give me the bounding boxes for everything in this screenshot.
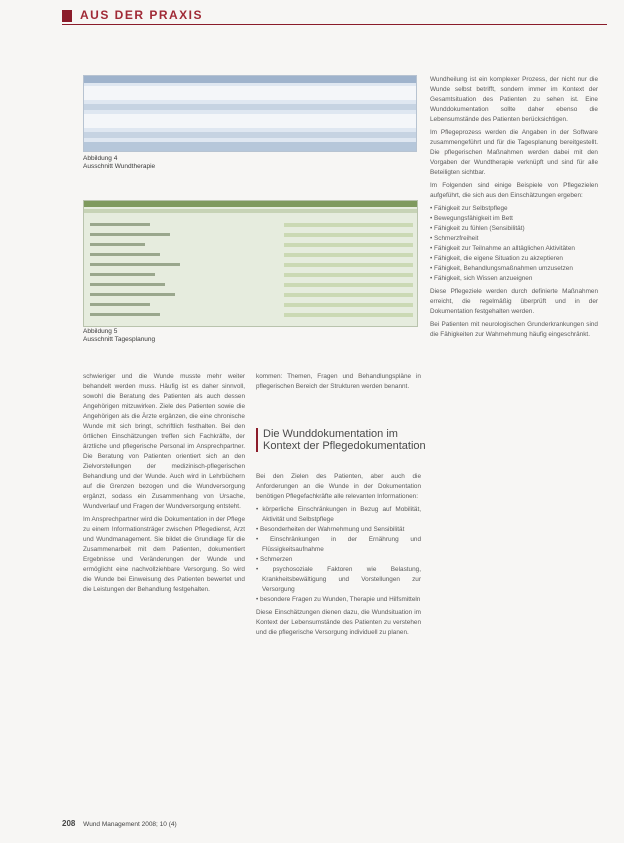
list-item: • Schmerzfreiheit: [430, 234, 598, 244]
list-item: • psychosoziale Faktoren wie Belastung, Krankheitsbewältigung und Vorstellungen zur Versorgung: [256, 565, 421, 595]
col1-paragraph: Im Ansprechpartner wird die Dokumentation in der Pflege zu einem Informationsträger zwischen Pflegedienst, Arzt und Wundmanagement. Sie bildet die Grundlage für die Zusammenarbeit mit dem Patienten, dokumentiert Ergebnisse und Veränderungen der Wunde und ermöglicht eine nachvollziehbare Versorgung. So wird die Wunde bei Einweisung des Patienten bewertet und die Leistungen der Behandlung festgehalten.: [83, 516, 245, 593]
list-item: • Einschränkungen in der Ernährung und Flüssigkeitsaufnahme: [256, 535, 421, 555]
header-title: AUS DER PRAXIS: [80, 8, 204, 22]
figure-2-caption: [83, 328, 155, 344]
col3-bullet-list: [430, 204, 598, 284]
page-number: 208: [62, 819, 76, 828]
col3-paragraph: Im Pflegeprozess werden die Angaben in der Software zusammengeführt und für die Tagesplanung bereitgestellt. Die pflegerischen Maßnahmen werden dabei mit den Vorgaben der Wundtherapie verknüpft und sind für alle Beteiligten sichtbar.: [430, 129, 598, 176]
figure-1-number: Abbildung 4: [83, 155, 118, 162]
header-rule: [62, 24, 607, 25]
col3-paragraph: Wundheilung ist ein komplexer Prozess, der nicht nur die Wunde selbst betrifft, sondern immer im Kontext der Gesamtsituation des Patienten zu sehen ist. Eine Wunddokumentation sollte daher ebenso die Lebensumstände des Patienten berücksichtigen.: [430, 76, 598, 123]
col1-paragraph: schwieriger und die Wunde musste mehr weiter behandelt werden muss. Häufig ist es daher sinnvoll, sowohl die Beratung des Patienten als auch dessen Angehörigen mitzuwirken. Ziele des Patienten sowie die Angehörigen als die Ärzte ergänzen, die eine chronische Wunde mit sich bringt, schriftlich festhalten. Bei den örtlichen Einschätzungen treffen sich Fachkräfte, der ärztliche und pflegerische Personal im Ansprechpartner. Die Beratung von Patienten orientiert sich an den Zielvorstellungen der medizinisch-pflegerischen Behandlung und der Wunde. Auch wird in Lehrbüchern auf die Grenzen bezogen und die Wundversorgung ergänzt, sodass ein Zusammenhang von Ursache, Wundverlauf und Fragen der Wundversorgung entsteht.: [83, 373, 245, 510]
list-item: • Fähigkeit zur Selbstpflege: [430, 204, 598, 214]
list-item: • Fähigkeit, die eigene Situation zu akzeptieren: [430, 254, 598, 264]
list-item: • Besonderheiten der Wahrnehmung und Sensibilität: [256, 525, 421, 535]
column-2: [256, 472, 421, 641]
figure-1-caption: [83, 155, 155, 171]
column-3: [430, 75, 598, 343]
col2-bullet-list: [256, 505, 421, 605]
page-footer: [62, 819, 177, 828]
list-item: • besondere Fragen zu Wunden, Therapie und Hilfsmitteln: [256, 595, 421, 605]
figure-2-number: Abbildung 5: [83, 328, 118, 335]
list-item: • Fähigkeit, Behandlungsmaßnahmen umzusetzen: [430, 264, 598, 274]
figure-wundtherapie-screenshot: [83, 75, 417, 152]
col2-bottom-paragraph: Diese Einschätzungen dienen dazu, die Wundsituation im Kontext der Lebensumstände des Patienten zu verstehen und die pflegerische Versorgung individuell zu planen.: [256, 609, 421, 636]
col3-bottom-paragraph: Diese Pflegeziele werden durch definierte Maßnahmen erreicht, die regelmäßig überprüft und in der Dokumentation festgehalten werden.: [430, 288, 598, 315]
col3-paragraph: Im Folgenden sind einige Beispiele von Pflegezielen aufgeführt, die sich aus den Einschätzungen ergeben:: [430, 182, 598, 199]
list-item: • Fähigkeit zur Teilnahme an alltäglichen Aktivitäten: [430, 244, 598, 254]
figure-1-text: Ausschnitt Wundtherapie: [83, 163, 156, 170]
figure-2-text: Ausschnitt Tagesplanung: [83, 336, 156, 343]
list-item: • Fähigkeit zu fühlen (Sensibilität): [430, 224, 598, 234]
list-item: • Schmerzen: [256, 555, 421, 565]
list-item: • körperliche Einschränkungen in Bezug auf Mobilität, Aktivität und Selbstpflege: [256, 505, 421, 525]
list-item: • Bewegungsfähigkeit im Bett: [430, 214, 598, 224]
column-2-intro: [256, 372, 421, 395]
section-header: [62, 8, 602, 24]
col2-top-paragraph: kommen: Themen, Fragen und Behandlungspläne in pflegerischen Bereich der Strukturen werden benannt.: [256, 373, 421, 390]
col2-paragraph: Bei den Zielen des Patienten, aber auch die Anforderungen an die Wunde in der Dokumentation benötigen Pflegefachkräfte alle relevanten Informationen:: [256, 473, 421, 500]
journal-citation: Wund Management 2008; 10 (4): [83, 821, 177, 828]
header-accent-bar: [62, 10, 72, 22]
column-1: [83, 372, 245, 598]
list-item: • Fähigkeit, sich Wissen anzueignen: [430, 274, 598, 284]
figure-tagesplanung-screenshot: [83, 200, 418, 327]
section-heading: Die Wunddokumentation im Kontext der Pflegedokumentation: [256, 428, 428, 452]
col3-bottom-paragraph: Bei Patienten mit neurologischen Grunderkrankungen sind die Fähigkeiten zur Wahrnehmung häufig eingeschränkt.: [430, 321, 598, 338]
